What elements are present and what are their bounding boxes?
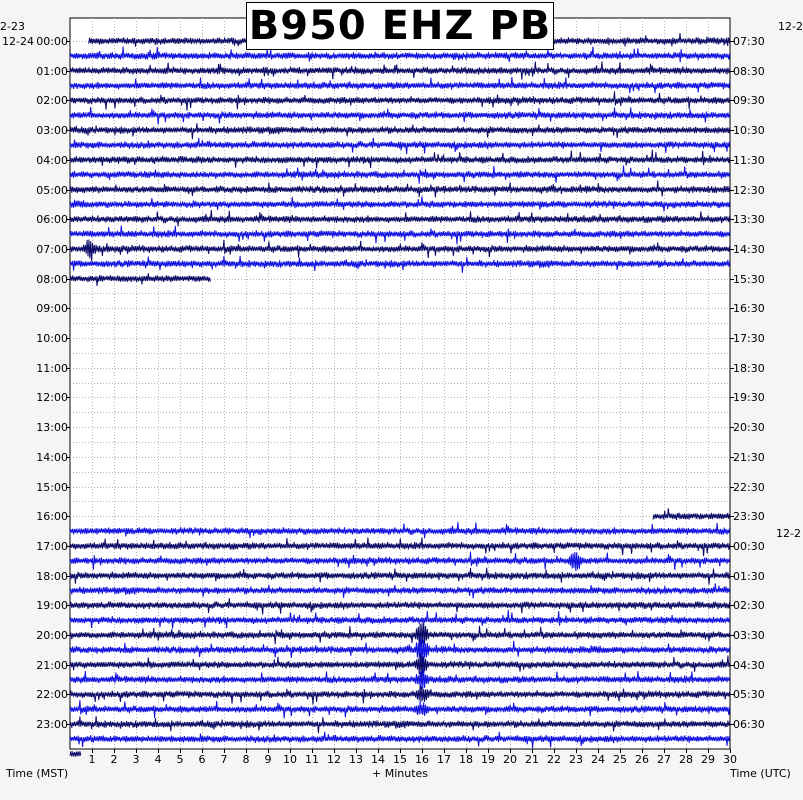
left-hour-label: 03:00 (36, 124, 68, 138)
right-hour-label: 23:30 (733, 510, 765, 524)
right-hour-label: 05:30 (733, 688, 765, 702)
left-hour-label: 09:00 (36, 302, 68, 316)
right-hour-label: 01:30 (733, 569, 765, 583)
x-tick-label: 26 (635, 753, 649, 766)
right-hour-label: 02:30 (733, 599, 765, 613)
right-hour-label: 04:30 (733, 658, 765, 672)
left-hour-label: 00:00 (36, 35, 68, 48)
x-tick-label: 17 (437, 753, 451, 766)
x-tick-label: 30 (723, 753, 737, 766)
x-tick-label: 25 (613, 753, 627, 766)
left-hour-label: 22:00 (36, 688, 68, 702)
left-hour-label: 23:00 (36, 718, 68, 732)
x-tick-label: 5 (176, 753, 184, 766)
right-date-top: 12-2 (778, 20, 803, 33)
x-tick-label: 23 (569, 753, 583, 766)
left-date-top: 2-23 (0, 20, 25, 33)
right-hour-label: 21:30 (733, 450, 765, 464)
x-tick-label: 28 (679, 753, 693, 766)
seismic-trace (70, 751, 81, 757)
left-hour-label: 11:00 (36, 361, 68, 375)
right-hour-label: 06:30 (733, 718, 765, 732)
right-hour-label: 22:30 (733, 480, 765, 494)
right-hour-label: 03:30 (733, 629, 765, 642)
left-hour-label: 19:00 (36, 599, 68, 613)
left-hour-label: 04:00 (36, 153, 68, 167)
x-tick-label: 7 (220, 753, 228, 766)
x-tick-label: 2 (110, 753, 118, 766)
right-hour-label: 15:30 (733, 272, 765, 286)
x-tick-label: 8 (242, 753, 250, 766)
x-tick-label: 9 (264, 753, 272, 766)
right-hour-label: 11:30 (733, 153, 765, 167)
right-hour-label: 14:30 (733, 242, 765, 256)
left-hour-label: 12:00 (36, 391, 68, 405)
x-tick-label: 6 (198, 753, 206, 766)
left-hour-label: 21:00 (36, 658, 68, 672)
left-hour-label: 10:00 (36, 332, 68, 345)
x-tick-label: 15 (393, 753, 407, 766)
right-hour-label: 09:30 (733, 94, 765, 108)
x-tick-label: 13 (349, 753, 363, 766)
right-hour-label: 13:30 (733, 213, 765, 227)
left-hour-label: 13:00 (36, 421, 68, 435)
x-tick-label: 19 (481, 753, 495, 766)
x-tick-label: 29 (701, 753, 715, 766)
right-hour-label: 19:30 (733, 391, 765, 405)
left-hour-label: 07:00 (36, 242, 68, 256)
x-tick-label: 4 (154, 753, 162, 766)
left-hour-label: 16:00 (36, 510, 68, 524)
x-tick-label: 12 (327, 753, 341, 766)
right-hour-label: 20:30 (733, 421, 765, 435)
x-tick-label: 22 (547, 753, 561, 766)
x-tick-label: 21 (525, 753, 539, 766)
right-hour-label: 07:30 (733, 35, 765, 48)
left-hour-label: 15:00 (36, 480, 68, 494)
right-axis-label: Time (UTC) (730, 767, 791, 780)
right-date-mid: 12-2 (776, 527, 801, 540)
right-hour-label: 10:30 (733, 124, 765, 138)
right-hour-label: 17:30 (733, 332, 765, 345)
x-tick-label: 1 (88, 753, 96, 766)
left-hour-label: 14:00 (36, 450, 68, 464)
left-hour-label: 01:00 (36, 64, 68, 78)
x-axis-label: + Minutes (372, 767, 429, 780)
left-hour-label: 05:00 (36, 183, 68, 197)
x-tick-label: 14 (371, 753, 385, 766)
chart-title: B950 EHZ PB (246, 2, 554, 50)
x-tick-label: 20 (503, 753, 517, 766)
left-hour-label: 06:00 (36, 213, 68, 227)
x-tick-label: 24 (591, 753, 605, 766)
x-tick-label: 27 (657, 753, 671, 766)
left-date-second: 12-24 (2, 35, 34, 48)
right-hour-label: 16:30 (733, 302, 765, 316)
left-hour-label: 17:00 (36, 539, 68, 553)
right-hour-label: 00:30 (733, 539, 765, 553)
left-hour-label: 20:00 (36, 629, 68, 642)
left-hour-label: 18:00 (36, 569, 68, 583)
left-axis-label: Time (MST) (6, 767, 69, 780)
x-tick-label: 16 (415, 753, 429, 766)
right-hour-label: 18:30 (733, 361, 765, 375)
x-tick-label: 18 (459, 753, 473, 766)
x-tick-label: 11 (305, 753, 319, 766)
right-hour-label: 08:30 (733, 64, 765, 78)
left-hour-label: 02:00 (36, 94, 68, 108)
x-tick-label: 3 (132, 753, 140, 766)
right-hour-label: 12:30 (733, 183, 765, 197)
x-tick-label: 10 (283, 753, 297, 766)
left-hour-label: 08:00 (36, 272, 68, 286)
